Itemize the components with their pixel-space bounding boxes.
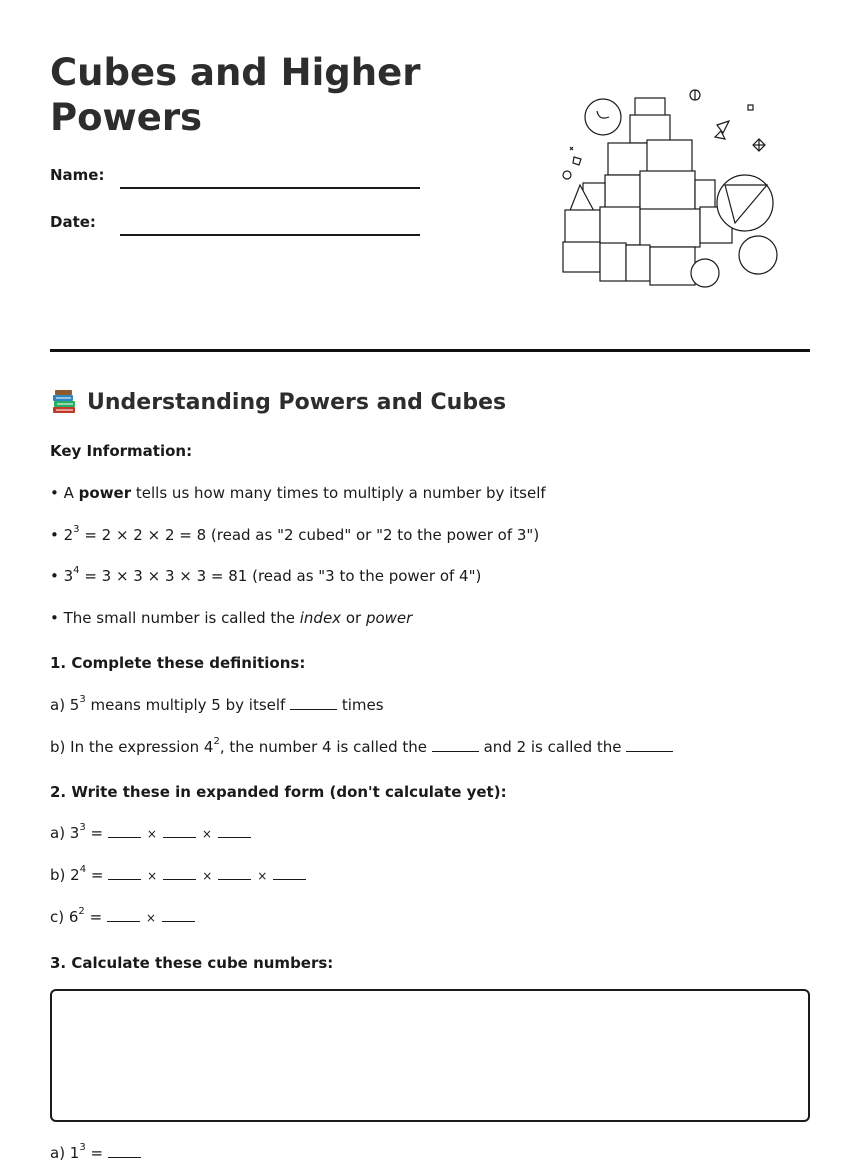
question-1-heading: 1. Complete these definitions: xyxy=(50,654,306,672)
answer-blank[interactable] xyxy=(108,1144,141,1158)
answer-blank[interactable] xyxy=(162,908,195,922)
key-info-bullet: • A power tells us how many times to multiply a number by itself xyxy=(50,484,546,502)
answer-blank[interactable] xyxy=(107,908,140,922)
question-3a: a) $1^3$ = xyxy=(50,1144,141,1162)
key-info-bullet: • The small number is called the index or power xyxy=(50,609,413,627)
worksheet-title: Cubes and Higher Powers xyxy=(50,51,421,139)
date-field[interactable] xyxy=(120,234,420,236)
section-heading-text: Understanding Powers and Cubes xyxy=(87,389,507,415)
date-label: Date: xyxy=(50,213,96,231)
section-heading xyxy=(50,388,506,416)
question-2-heading: 2. Write these in expanded form (don't calculate yet): xyxy=(50,783,507,801)
answer-blank[interactable] xyxy=(163,824,196,838)
cubes-illustration xyxy=(555,85,785,295)
answer-blank[interactable] xyxy=(626,738,673,752)
answer-blank[interactable] xyxy=(290,696,337,710)
question-2a: a) $3^3$ = × × xyxy=(50,824,251,842)
answer-blank[interactable] xyxy=(218,824,251,838)
answer-blank[interactable] xyxy=(108,866,141,880)
answer-blank[interactable] xyxy=(108,824,141,838)
name-label: Name: xyxy=(50,166,105,184)
answer-blank[interactable] xyxy=(432,738,479,752)
question-2b: b) $2^4$ = × × × xyxy=(50,866,306,884)
question-1b: b) In the expression $4^2$, the number 4 is called the and 2 is called the xyxy=(50,738,673,756)
key-info-bullet: • $3^4 = 3 \times 3 \times 3 \times 3 = 81$ (read as "3 to the power of 4") xyxy=(50,565,482,585)
working-box[interactable] xyxy=(50,989,810,1122)
question-1a: a) $5^3$ means multiply 5 by itself times xyxy=(50,694,384,714)
books-icon xyxy=(50,388,78,416)
name-field[interactable] xyxy=(120,187,420,189)
answer-blank[interactable] xyxy=(218,866,251,880)
divider xyxy=(50,349,810,352)
question-2c: c) $6^2$ = × xyxy=(50,908,195,926)
answer-blank[interactable] xyxy=(273,866,306,880)
key-info-label: Key Information: xyxy=(50,442,193,460)
answer-blank[interactable] xyxy=(163,866,196,880)
question-3-heading: 3. Calculate these cube numbers: xyxy=(50,954,334,972)
key-info-bullet: • $2^3 = 2 \times 2 \times 2 = 8$ (read as "2 cubed" or "2 to the power of 3") xyxy=(50,524,540,544)
